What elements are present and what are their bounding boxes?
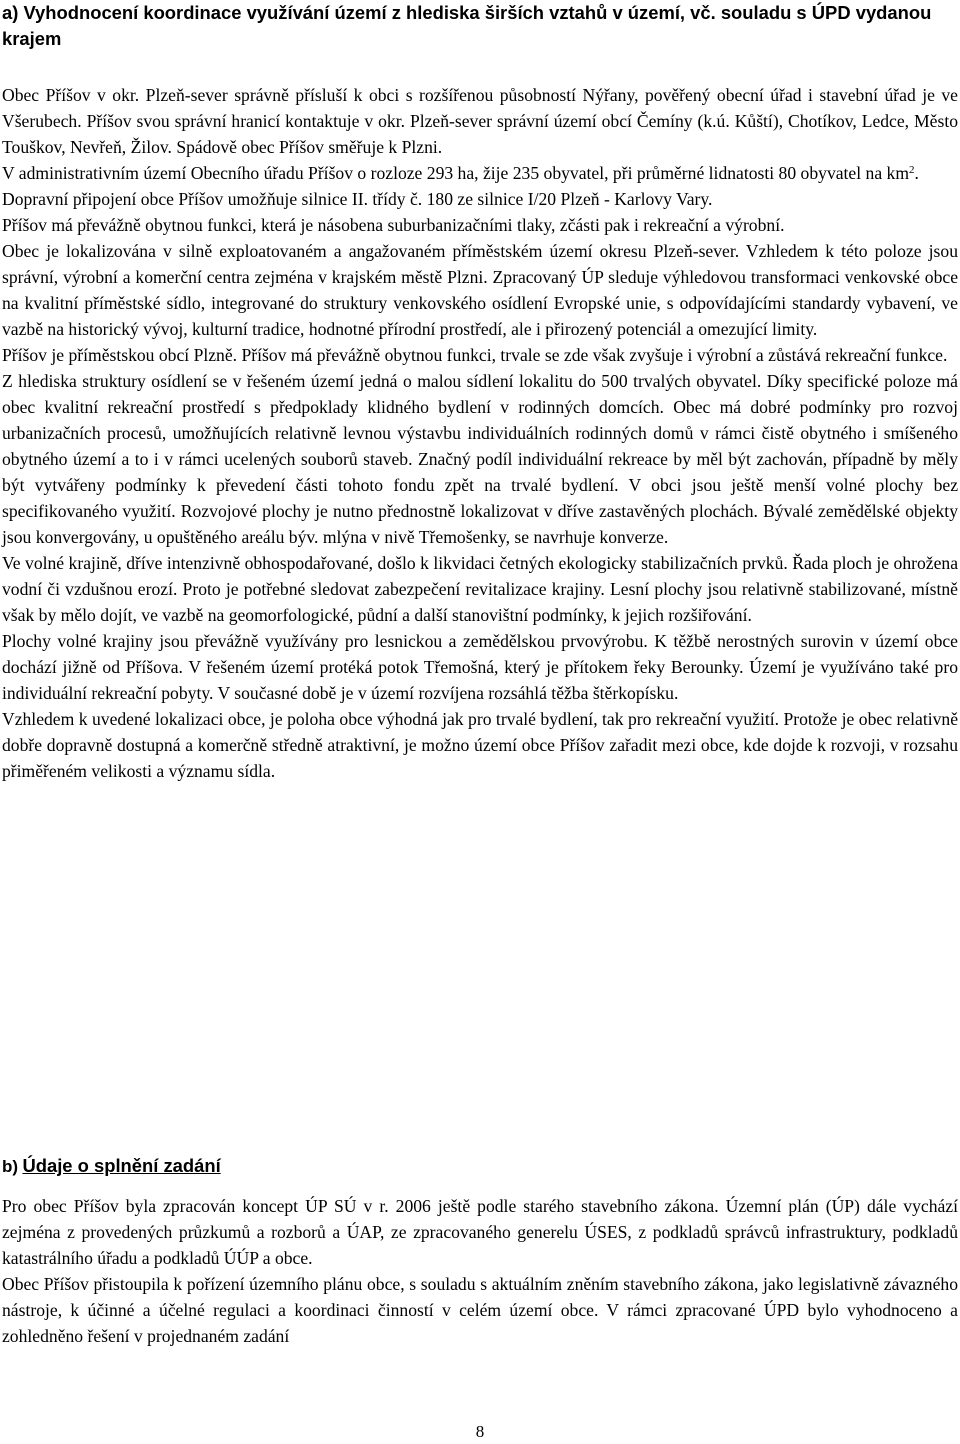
density-superscript: 2 (909, 164, 915, 176)
paragraph: Ve volné krajině, dříve intenzivně obhospodařované, došlo k likvidaci četných ekologicky stabilizačních prvků. Řada ploch je ohrožena vodní či vzdušnou erozí. Proto je potřebné sledovat zabezpečení revitalizace krajiny. Lesní plochy jsou relativně stabilizované, místně však by mělo dojít, ve vazbě na geomorfologické, půdní a další stanovištní podmínky, k jejich rozšiřování. (2, 553, 958, 625)
paragraph: Plochy volné krajiny jsou převážně využívány pro lesnickou a zemědělskou prvovýrobu. K těžbě nerostných surovin v území obce dochází jižně od Příšova. V řešeném území protéká potok Třemošná, který je přítokem řeky Berounky. Území je využíváno také pro individuální rekreační pobyty. V současné době je v území rozvíjena rozsáhlá těžba štěrkopísku. (2, 631, 958, 703)
paragraph: Dopravní připojení obce Příšov umožňuje silnice II. třídy č. 180 ze silnice I/20 Plzeň - Karlovy Vary. (2, 189, 713, 209)
paragraph: Příšov má převážně obytnou funkci, která je násobena suburbanizačními tlaky, zčásti pak i rekreační a výrobní. (2, 215, 785, 235)
density-text: V administrativním území Obecního úřadu Příšov o rozloze 293 ha, žije 235 obyvatel, při průměrné lidnatosti 80 obyvatel na km (2, 163, 910, 183)
density-tail: . (914, 163, 919, 183)
paragraph: Obec Příšov přistoupila k pořízení územního plánu obce, s souladu s aktuálním zněním stavebního zákona, jako legislativně závazného nástroje, k účinné a účelné regulaci a koordinaci činností v celém území obce. V rámci zpracované ÚPD bylo vyhodnoceno a zohledněno řešení v projednaném zadání (2, 1274, 958, 1346)
page-number: 8 (475, 1422, 485, 1441)
section-b-heading (2, 1153, 958, 1180)
section-a-body (2, 82, 958, 784)
section-b-label: b) (2, 1157, 19, 1176)
paragraph: Vzhledem k uvedené lokalizaci obce, je poloha obce výhodná jak pro trvalé bydlení, tak pro rekreační využití. Protože je obec relativně dobře dopravně dostupná a komerčně středně atraktivní, je možno území obce Příšov zařadit mezi obce, kde dojde k rozvoji, v rozsahu přiměřeném velikosti a významu sídla. (2, 709, 958, 781)
paragraph: Příšov je příměstskou obcí Plzně. Příšov má převážně obytnou funkci, trvale se zde však zvyšuje i výrobní a zůstává rekreační funkce. (2, 345, 948, 365)
section-b-title: Údaje o splnění zadání (22, 1155, 221, 1176)
paragraph-density (2, 160, 958, 186)
section-b-body (2, 1193, 958, 1349)
paragraph: Z hlediska struktury osídlení se v řešeném území jedná o malou sídlení lokalitu do 500 trvalých obyvatel. Díky specifické poloze má obec kvalitní rekreační prostředí s předpoklady klidného bydlení v rodinných domcích. Obec má dobré podmínky pro rozvoj urbanizačních procesů, umožňujících relativně levnou výstavbu individuálních rodinných domů v rámci čistě obytného i smíšeného obytného území a to i v rámci ucelených souborů staveb. Značný podíl individuální rekreace by měl být zachován, případně by měly být vytvářeny podmínky k převedení části tohoto fondu zpět na trvalé bydlení. V obci jsou ještě menší volné plochy bez specifikovaného využití. Rozvojové plochy je nutno přednostně lokalizovat v dříve zastavěných plochách. Bývalé zemědělské objekty jsou konvergovány, u opuštěného areálu býv. mlýna v nivě Třemošenky, se navrhuje konverze. (2, 371, 958, 547)
paragraph: Pro obec Příšov byla zpracován koncept ÚP SÚ v r. 2006 ještě podle starého stavebního zákona. Územní plán (ÚP) dále vychází zejména z provedených průzkumů a rozborů a ÚAP, ze zpracovaného generelu ÚSES, z podkladů správců infrastruktury, podkladů katastrálního úřadu a podkladů ÚÚP a obce. (2, 1196, 958, 1268)
paragraph: Obec Příšov v okr. Plzeň-sever správně přísluší k obci s rozšířenou působností Nýřany, pověřený obecní úřad i stavební úřad je ve Všerubech. Příšov svou správní hranicí kontaktuje v okr. Plzeň-sever správní území obcí Čemíny (k.ú. Kůští), Chotíkov, Ledce, Město Touškov, Nevřeň, Žilov. Spádově obec Příšov směřuje k Plzni. (2, 85, 958, 157)
section-a-heading: a) Vyhodnocení koordinace využívání území z hlediska širších vztahů v území, vč. souladu s ÚPD vydanou krajem (2, 2, 932, 49)
paragraph: Obec je lokalizována v silně exploatovaném a angažovaném příměstském území okresu Plzeň-sever. Vzhledem k této poloze jsou správní, výrobní a komerční centra zejména v krajském městě Plzni. Zpracovaný ÚP sleduje výhledovou transformaci venkovské obce na kvalitní příměstské sídlo, integrované do struktury venkovského osídlení Evropské unie, s odpovídajícími standardy vybavení, ve vazbě na historický vývoj, kulturní tradice, hodnotné přírodní prostředí, ale i přirozený potenciál a omezující limity. (2, 241, 958, 339)
